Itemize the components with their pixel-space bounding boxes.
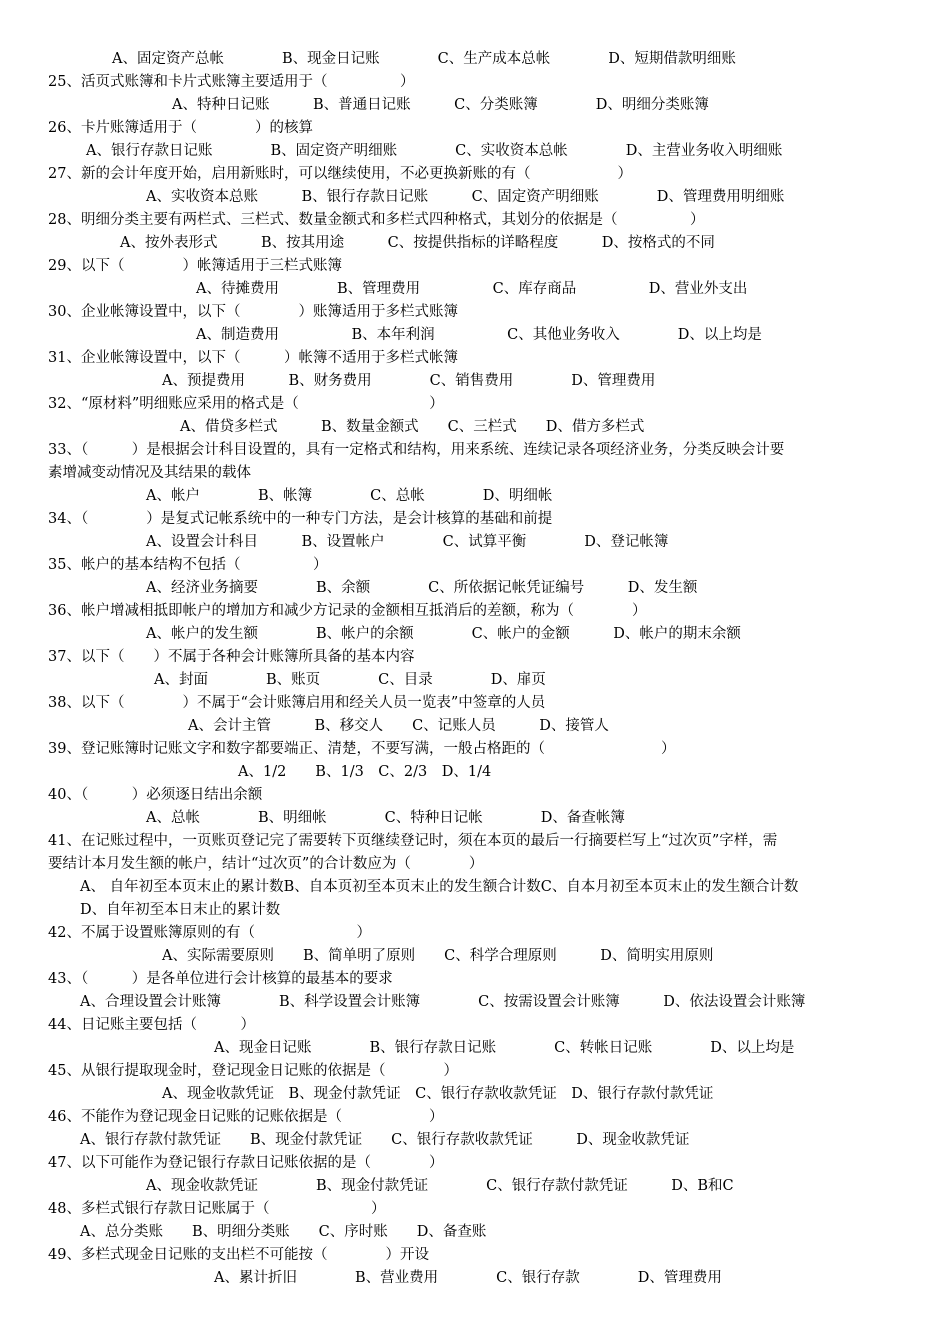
q36-question: 36、帐户增减相抵即帐户的增加方和减少方记录的金额相互抵消后的差额，称为（ ） bbox=[48, 603, 647, 619]
q44-options: A、现金日记账 B、银行存款日记账 C、转帐日记账 D、以上均是 bbox=[214, 1040, 795, 1056]
q46-question: 46、不能作为登记现金日记账的记账依据是（ ） bbox=[48, 1109, 444, 1125]
q34-question: 34、（ ）是复式记帐系统中的一种专门方法，是会计核算的基础和前提 bbox=[48, 511, 553, 527]
q33-question-line1: 33、（ ）是根据会计科目设置的，具有一定格式和结构，用来系统、连续记录各项经济业务，分类反映会计要 bbox=[48, 442, 785, 458]
q34-options: A、设置会计科目 B、设置帐户 C、试算平衡 D、登记帐簿 bbox=[146, 534, 669, 550]
q24-options: A、固定资产总帐 B、现金日记账 C、生产成本总帐 D、短期借款明细账 bbox=[112, 51, 736, 67]
q43-options: A、合理设置会计账簿 B、科学设置会计账簿 C、按需设置会计账簿 D、依法设置会计账簿 bbox=[80, 994, 806, 1010]
q25-options: A、特种日记账 B、普通日记账 C、分类账簿 D、明细分类账簿 bbox=[172, 97, 709, 113]
q47-options: A、现金收款凭证 B、现金付款凭证 C、银行存款付款凭证 D、B和C bbox=[146, 1178, 734, 1194]
q32-options: A、借贷多栏式 B、数量金额式 C、三栏式 D、借方多栏式 bbox=[180, 419, 645, 435]
q31-options: A、预提费用 B、财务费用 C、销售费用 D、管理费用 bbox=[162, 373, 656, 389]
q28-question: 28、明细分类主要有两栏式、三栏式、数量金额式和多栏式四种格式，其划分的依据是（ ） bbox=[48, 212, 705, 228]
q37-options: A、封面 B、账页 C、目录 D、扉页 bbox=[154, 672, 546, 688]
q41-options-line1: A、 自年初至本页末止的累计数B、自本页初至本页末止的发生额合计数C、自本月初至本页末止的发生额合计数 bbox=[80, 879, 799, 895]
q27-question: 27、新的会计年度开始，启用新账时，可以继续使用，不必更换新账的有（ ） bbox=[48, 166, 632, 182]
q25-question: 25、活页式账簿和卡片式账簿主要适用于（ ） bbox=[48, 74, 415, 90]
q38-question: 38、以下（ ）不属于“会计账簿启用和经关人员一览表”中签章的人员 bbox=[48, 695, 546, 711]
q26-question: 26、卡片账簿适用于（ ）的核算 bbox=[48, 120, 313, 136]
q43-question: 43、（ ）是各单位进行会计核算的最基本的要求 bbox=[48, 971, 393, 987]
q39-options: A、1/2 B、1/3 C、2/3 D、1/4 bbox=[238, 764, 492, 780]
q38-options: A、会计主管 B、移交人 C、记账人员 D、接管人 bbox=[188, 718, 609, 734]
q29-question: 29、以下（ ）帐簿适用于三栏式账簿 bbox=[48, 258, 342, 274]
q40-question: 40、（ ）必须逐日结出余额 bbox=[48, 787, 263, 803]
q36-options: A、帐户的发生额 B、帐户的余额 C、帐户的金额 D、帐户的期末余额 bbox=[146, 626, 741, 642]
q30-question: 30、企业帐簿设置中，以下（ ）账簿适用于多栏式账簿 bbox=[48, 304, 458, 320]
q27-options: A、实收资本总账 B、银行存款日记账 C、固定资产明细账 D、管理费用明细账 bbox=[146, 189, 785, 205]
q47-question: 47、以下可能作为登记银行存款日记账依据的是（ ） bbox=[48, 1155, 444, 1171]
q39-question: 39、登记账簿时记账文字和数字都要端正、清楚，不要写满，一般占格距的（ ） bbox=[48, 741, 676, 757]
q33-question-line2: 素增减变动情况及其结果的载体 bbox=[48, 465, 251, 481]
q26-options: A、银行存款日记账 B、固定资产明细账 C、实收资本总帐 D、主营业务收入明细账 bbox=[86, 143, 783, 159]
q41-question-line1: 41、在记账过程中，一页账页登记完了需要转下页继续登记时，须在本页的最后一行摘要栏写上“过次页”字样，需 bbox=[48, 833, 778, 849]
q41-options-line2: D、自年初至本日末止的累计数 bbox=[80, 902, 281, 918]
q41-question-line2: 要结计本月发生额的帐户，结计“过次页”的合计数应为（ ） bbox=[48, 856, 484, 872]
q40-options: A、总帐 B、明细帐 C、特种日记帐 D、备查帐簿 bbox=[146, 810, 625, 826]
q49-question: 49、多栏式现金日记账的支出栏不可能按（ ）开设 bbox=[48, 1247, 429, 1263]
q33-options: A、帐户 B、帐簿 C、总帐 D、明细帐 bbox=[146, 488, 553, 504]
q45-options: A、现金收款凭证 B、现金付款凭证 C、银行存款收款凭证 D、银行存款付款凭证 bbox=[162, 1086, 714, 1102]
q46-options: A、银行存款付款凭证 B、现金付款凭证 C、银行存款收款凭证 D、现金收款凭证 bbox=[80, 1132, 690, 1148]
q29-options: A、待摊费用 B、管理费用 C、库存商品 D、营业外支出 bbox=[196, 281, 748, 297]
q31-question: 31、企业帐簿设置中，以下（ ）帐簿不适用于多栏式帐簿 bbox=[48, 350, 458, 366]
q48-question: 48、多栏式银行存款日记账属于（ ） bbox=[48, 1201, 386, 1217]
q42-options: A、实际需要原则 B、简单明了原则 C、科学合理原则 D、简明实用原则 bbox=[162, 948, 714, 964]
q30-options: A、制造费用 B、本年利润 C、其他业务收入 D、以上均是 bbox=[196, 327, 762, 343]
q35-question: 35、帐户的基本结构不包括（ ） bbox=[48, 557, 328, 573]
q49-options: A、累计折旧 B、营业费用 C、银行存款 D、管理费用 bbox=[214, 1270, 722, 1286]
q48-options: A、总分类账 B、明细分类账 C、序时账 D、备查账 bbox=[80, 1224, 487, 1240]
q32-question: 32、“原材料”明细账应采用的格式是（ ） bbox=[48, 396, 444, 412]
q37-question: 37、以下（ ）不属于各种会计账簿所具备的基本内容 bbox=[48, 649, 415, 665]
q42-question: 42、不属于设置账簿原则的有（ ） bbox=[48, 925, 371, 941]
q45-question: 45、从银行提取现金时，登记现金日记账的依据是（ ） bbox=[48, 1063, 458, 1079]
q28-options: A、按外表形式 B、按其用途 C、按提供指标的详略程度 D、按格式的不同 bbox=[120, 235, 715, 251]
q35-options: A、经济业务摘要 B、余额 C、所依据记帐凭证编号 D、发生额 bbox=[146, 580, 698, 596]
q44-question: 44、日记账主要包括（ ） bbox=[48, 1017, 255, 1033]
